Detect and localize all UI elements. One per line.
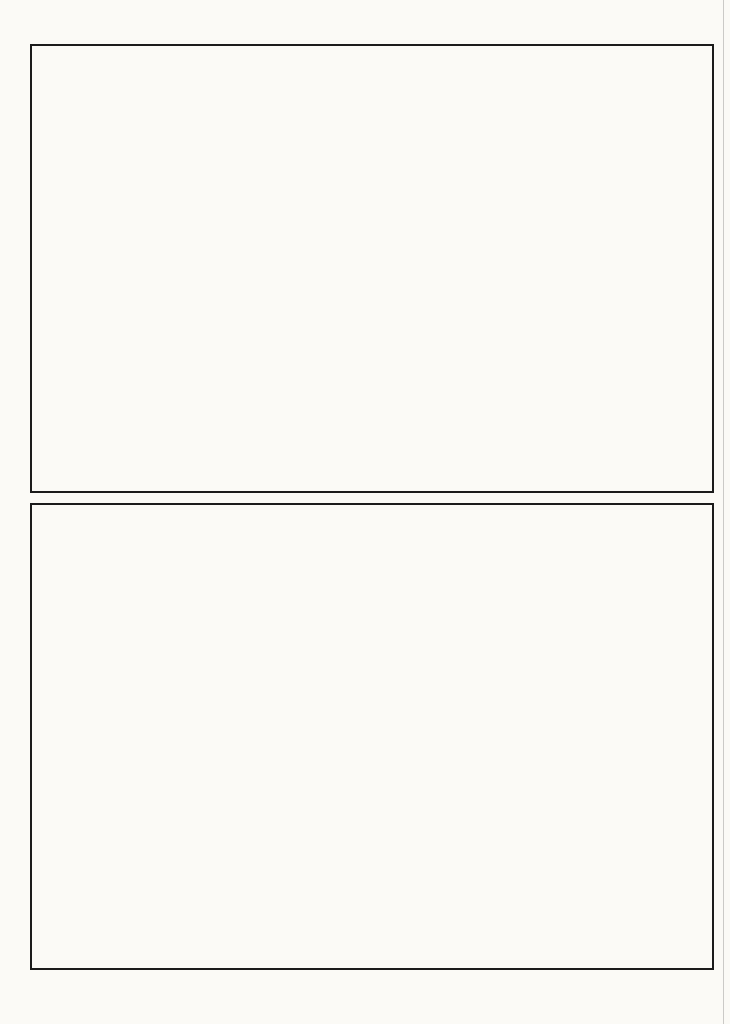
scan-edge-line <box>723 0 724 1024</box>
roster-table-top <box>30 44 714 493</box>
roster-table-bottom <box>30 503 714 970</box>
